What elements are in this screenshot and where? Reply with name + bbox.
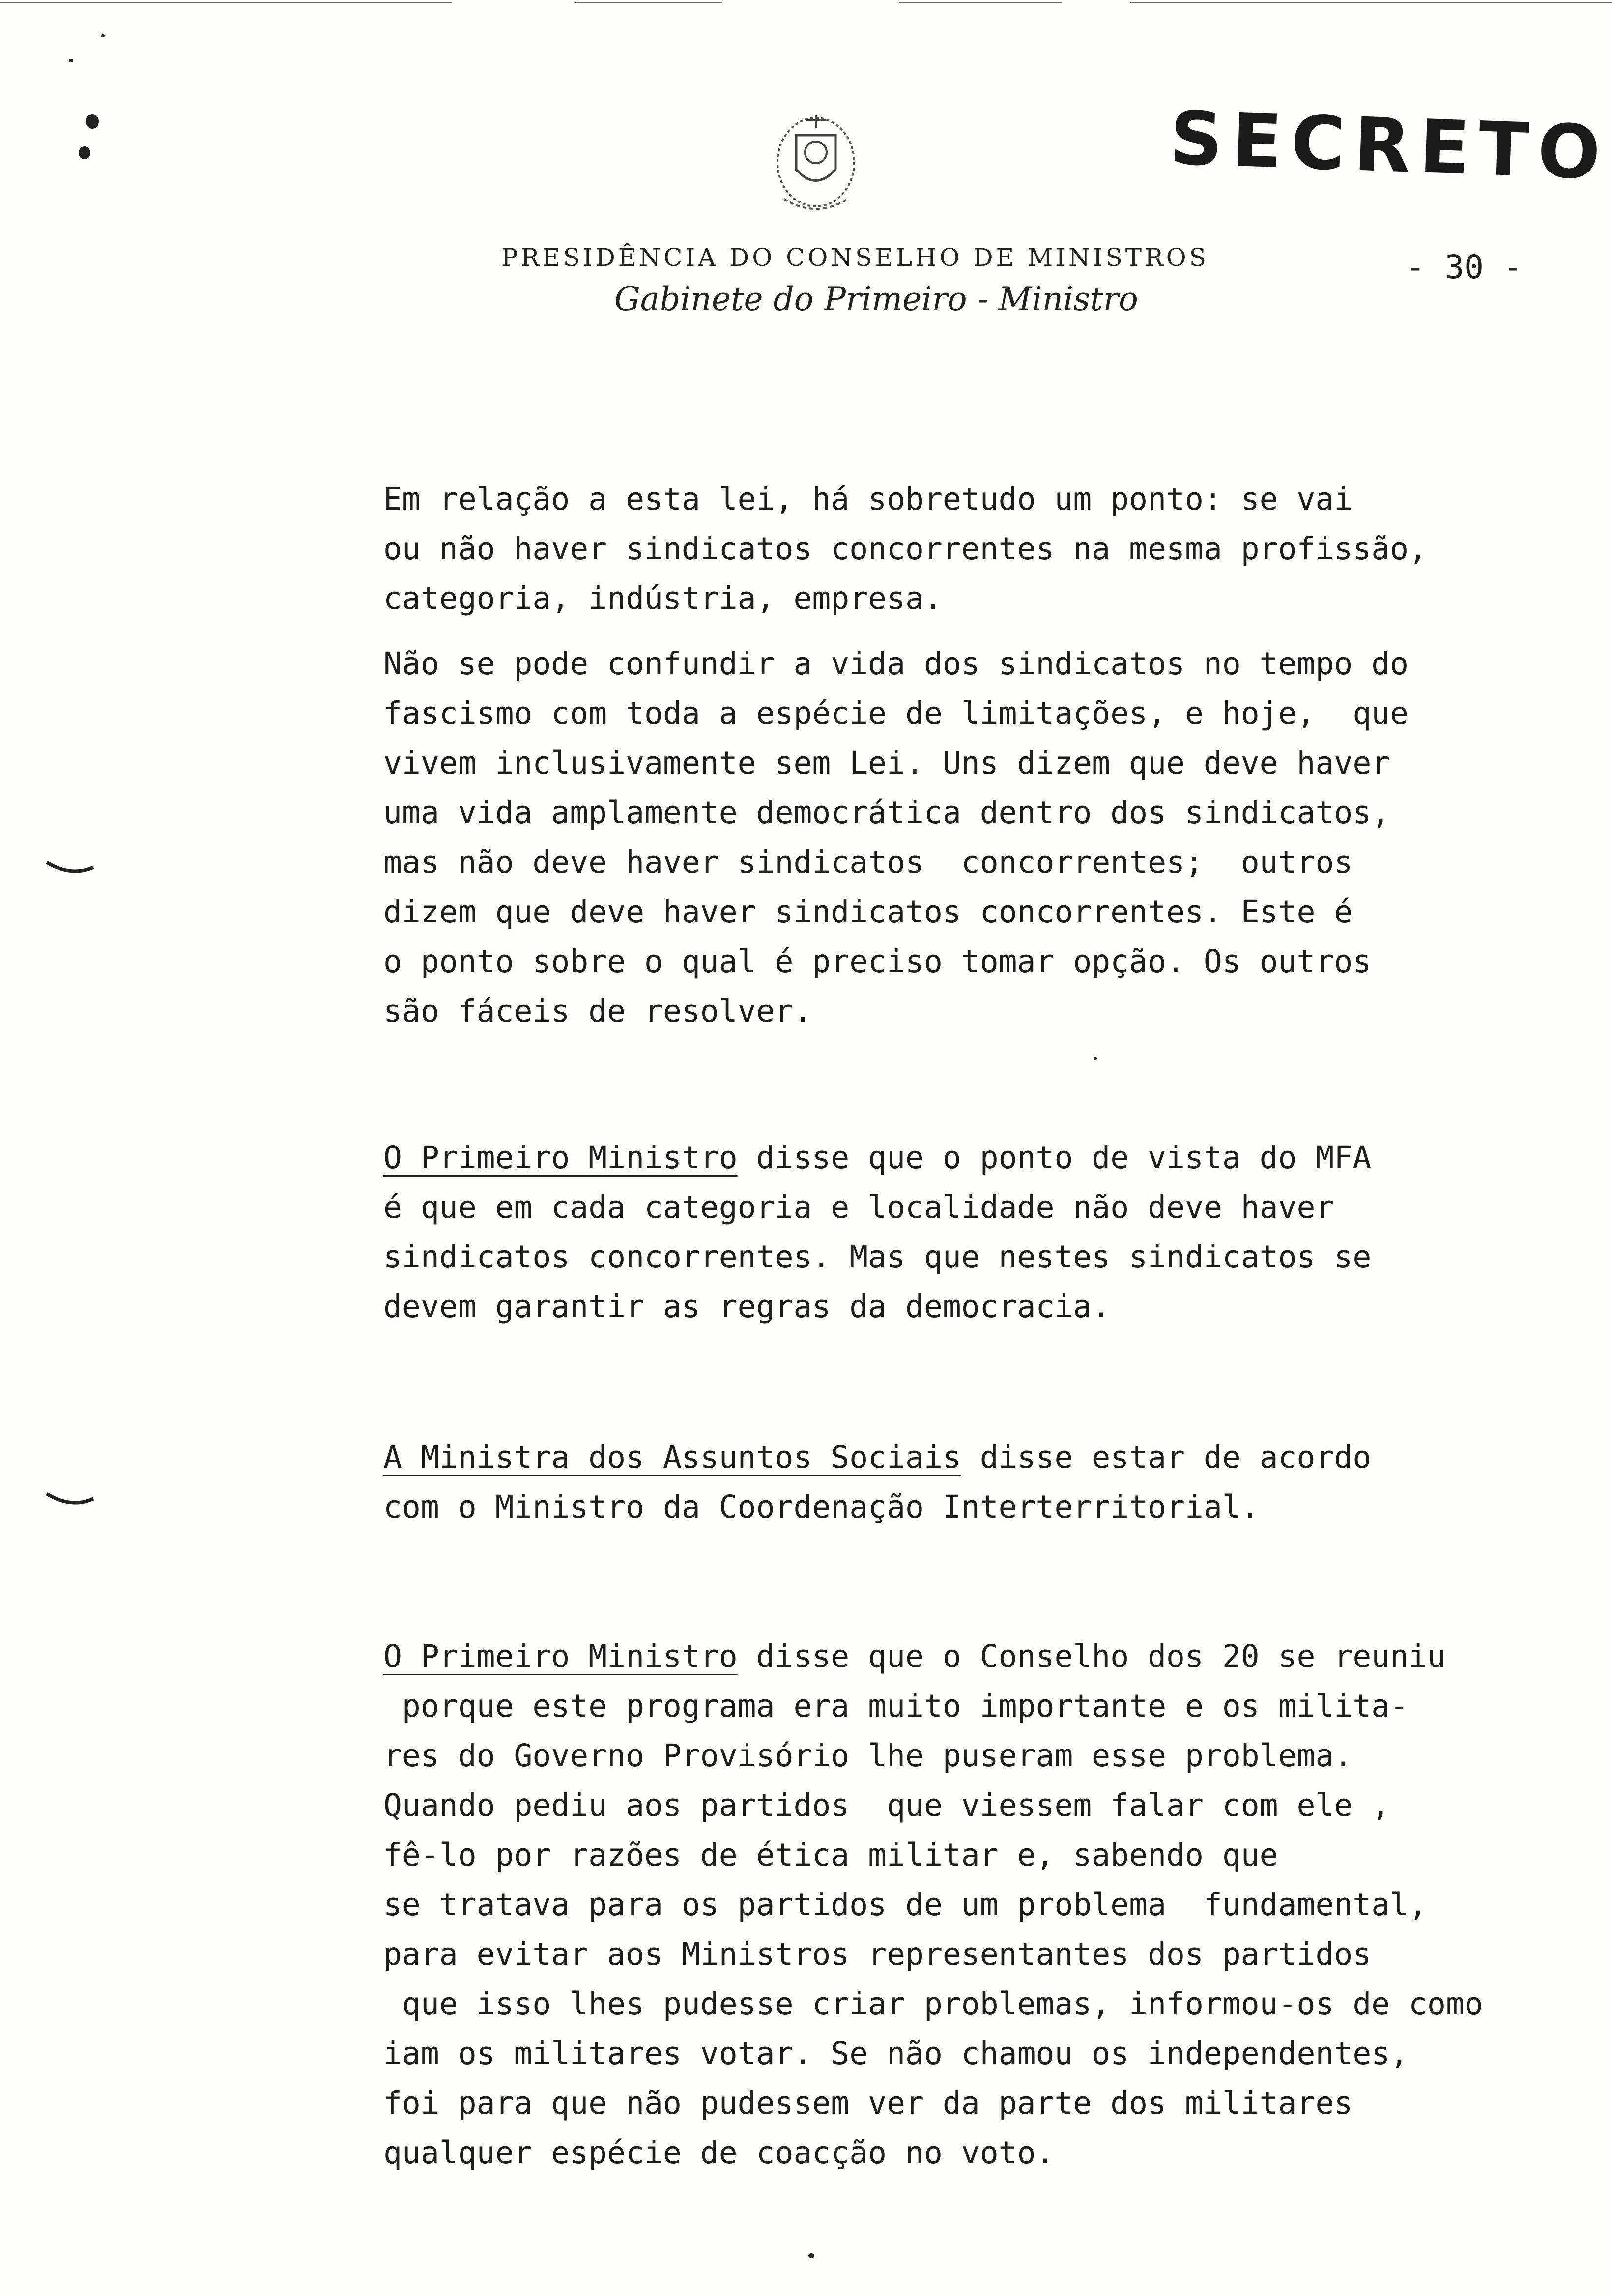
- cabinet-subtitle: Gabinete do Primeiro - Ministro: [614, 280, 1138, 318]
- scan-edge-line: [575, 2, 722, 3]
- text-line: porque este programa era muito importante e os milita-: [383, 1688, 1409, 1724]
- text-line: [383, 1133, 1371, 1182]
- page-number: - 30 -: [1406, 248, 1523, 286]
- text-line: devem garantir as regras da democracia.: [383, 1289, 1111, 1324]
- text-line: Não se pode confundir a vida dos sindicatos no tempo do: [383, 646, 1409, 682]
- speck: [69, 59, 73, 62]
- text-line: iam os militares votar. Se não chamou os independentes,: [383, 2036, 1409, 2071]
- margin-curve-mark: [44, 855, 98, 885]
- scan-edge-line: [0, 2, 452, 3]
- text-line: o ponto sobre o qual é preciso tomar opção. Os outros: [383, 944, 1372, 979]
- text-line: fascismo com toda a espécie de limitações, e hoje, que: [383, 695, 1409, 731]
- punch-mark: [79, 146, 90, 159]
- paragraph: [383, 639, 1409, 1036]
- scan-edge-line: [1130, 2, 1612, 3]
- text-line: res do Governo Provisório lhe puseram esse problema.: [383, 1738, 1353, 1774]
- classification-stamp: SECRETO: [1168, 95, 1611, 197]
- margin-curve-mark: [44, 1487, 98, 1516]
- text-line: sindicatos concorrentes. Mas que nestes sindicatos se: [383, 1239, 1372, 1275]
- text-line: uma vida amplamente democrática dentro dos sindicatos,: [383, 795, 1390, 831]
- text-line: são fáceis de resolver.: [383, 993, 812, 1029]
- speaker-name: A Ministra dos Assuntos Sociais: [383, 1439, 961, 1475]
- speaker-name: O Primeiro Ministro: [383, 1140, 738, 1176]
- text-line: Quando pediu aos partidos que viessem falar com ele ,: [383, 1787, 1390, 1823]
- text-line: ou não haver sindicatos concorrentes na mesma profissão,: [383, 531, 1428, 567]
- text-line: fê-lo por razões de ética militar e, sabendo que: [383, 1837, 1278, 1873]
- punch-mark: [86, 114, 99, 129]
- paragraph: [383, 474, 1427, 623]
- paragraph: [383, 1133, 1371, 1331]
- office-heading: PRESIDÊNCIA DO CONSELHO DE MINISTROS: [501, 243, 1209, 272]
- speck: [1094, 1057, 1097, 1060]
- text-run: disse que o ponto de vista do MFA: [737, 1140, 1372, 1176]
- text-line: com o Ministro da Coordenação Interterritorial.: [383, 1489, 1260, 1525]
- text-line: se tratava para os partidos de um problema fundamental,: [383, 1887, 1428, 1923]
- text-line: [383, 1632, 1483, 1681]
- text-run: disse que o Conselho dos 20 se reuniu: [737, 1638, 1446, 1674]
- scan-edge-line: [899, 2, 1062, 3]
- text-line: para evitar aos Ministros representantes dos partidos: [383, 1936, 1372, 1972]
- text-line: foi para que não pudessem ver da parte dos militares: [383, 2085, 1353, 2121]
- text-line: mas não deve haver sindicatos concorrentes; outros: [383, 844, 1353, 880]
- text-line: é que em cada categoria e localidade não deve haver: [383, 1189, 1334, 1225]
- paragraph: [383, 1433, 1371, 1532]
- text-line: dizem que deve haver sindicatos concorrentes. Este é: [383, 894, 1353, 930]
- text-line: que isso lhes pudesse criar problemas, informou-os de como: [383, 1986, 1483, 2022]
- coat-of-arms-emblem: [757, 106, 875, 229]
- text-line: categoria, indústria, empresa.: [383, 580, 943, 616]
- speck: [808, 2253, 814, 2258]
- text-line: Em relação a esta lei, há sobretudo um ponto: se vai: [383, 481, 1353, 517]
- text-run: disse estar de acordo: [961, 1439, 1372, 1475]
- paragraph: [383, 1632, 1483, 2178]
- text-line: [383, 1433, 1371, 1482]
- speck: [101, 34, 105, 37]
- speaker-name: O Primeiro Ministro: [383, 1638, 738, 1674]
- text-line: vivem inclusivamente sem Lei. Uns dizem que deve haver: [383, 745, 1390, 781]
- text-line: qualquer espécie de coacção no voto.: [383, 2135, 1055, 2171]
